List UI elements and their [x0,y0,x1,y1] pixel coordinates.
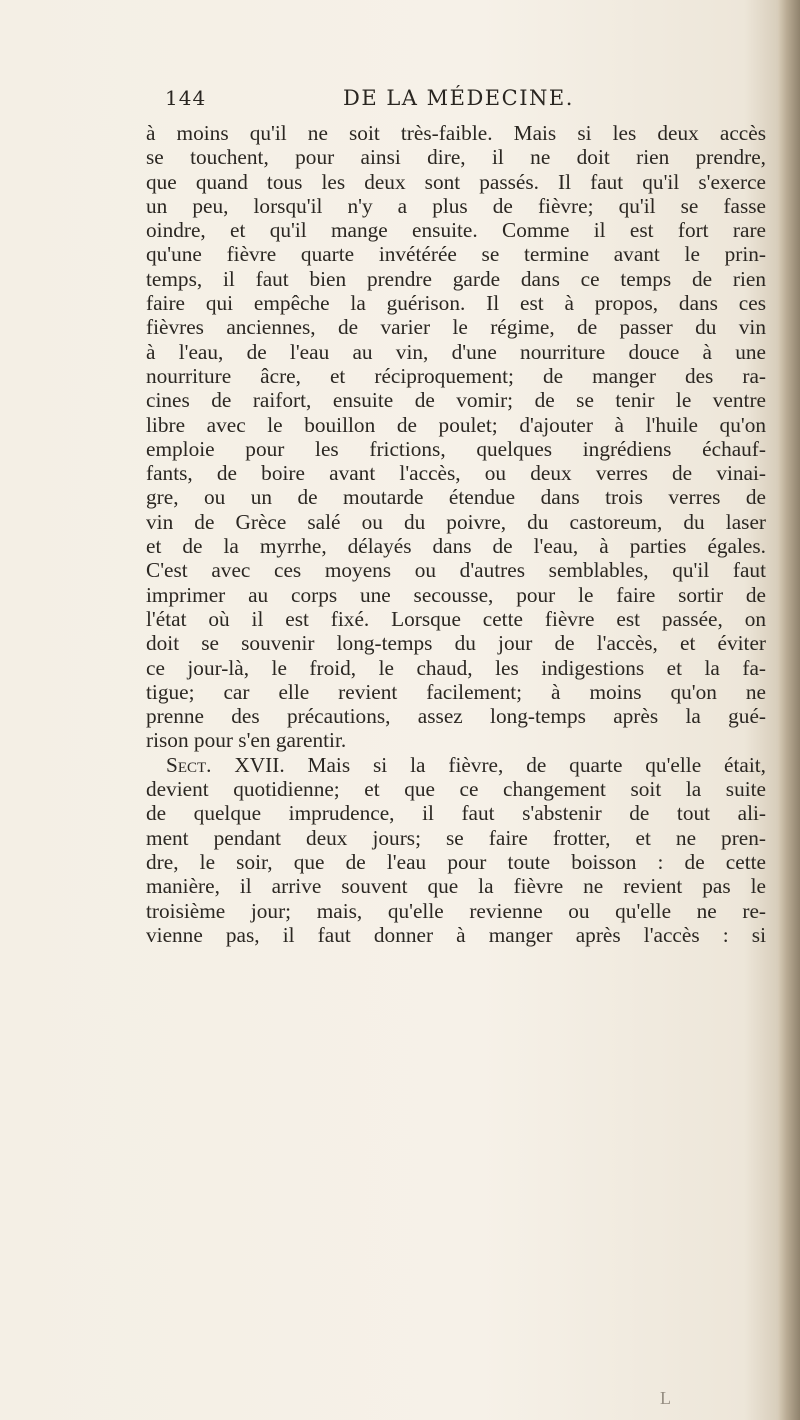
page-header [165,86,765,118]
text-line: dre, le soir, que de l'eau pour toute boisson : de cette [146,849,766,874]
text-line: qu'une fièvre quarte invétérée se termine avant le prin- [146,242,766,267]
text-line: cines de raifort, ensuite de vomir; de se tenir le ventre [146,388,766,413]
text-line: tigue; car elle revient facilement; à moins qu'on ne [146,679,766,704]
text-line: C'est avec ces moyens ou d'autres semblables, qu'il faut [146,558,766,583]
text-line: ce jour-là, le froid, le chaud, les indigestions et la fa- [146,655,766,680]
text-line: prenne des précautions, assez long-temps après la gué- [146,704,766,729]
text-line: fièvres anciennes, de varier le régime, de passer du vin [146,315,766,340]
text-line: et de la myrrhe, délayés dans de l'eau, à parties égales. [146,534,766,559]
text-line: temps, il faut bien prendre garde dans ce temps de rien [146,266,766,291]
text-line: un peu, lorsqu'il n'y a plus de fièvre; qu'il se fasse [146,193,766,218]
text-line: emploie pour les frictions, quelques ingrédiens échauf- [146,436,766,461]
signature-mark: L [660,1388,671,1408]
text-line: de quelque imprudence, il faut s'abstenir de tout ali- [146,801,766,826]
text-line: ment pendant deux jours; se faire frotter, et ne pren- [146,825,766,850]
text-line: doit se souvenir long-temps du jour de l'accès, et éviter [146,631,766,656]
section-start-line [146,753,766,777]
text-line: imprimer au corps une secousse, pour le faire sortir de [146,582,766,607]
text-line: gre, ou un de moutarde étendue dans trois verres de [146,485,766,510]
text-line: faire qui empêche la guérison. Il est à propos, dans ces [146,291,766,316]
text-line: oindre, et qu'il mange ensuite. Comme il est fort rare [146,218,766,243]
section-label: Sect. XVII. [166,752,285,777]
page-number: 144 [165,86,207,110]
text-line: devient quotidienne; et que ce changement soit la suite [146,777,766,802]
text-line: à moins qu'il ne soit très-faible. Mais si les deux accès [146,121,766,145]
body-text [146,121,766,947]
text-line: manière, il arrive souvent que la fièvre ne revient pas le [146,874,766,899]
text-line: vin de Grèce salé ou du poivre, du castoreum, du laser [146,509,766,534]
text-line: nourriture âcre, et réciproquement; de manger des ra- [146,363,766,388]
text-line: Mais si la fièvre, de quarte qu'elle était, [307,752,767,777]
text-line: vienne pas, il faut donner à manger après l'accès : si [146,922,766,947]
text-line: fants, de boire avant l'accès, ou deux verres de vinai- [146,461,766,486]
book-spine-shadow [778,0,800,1420]
running-title: DE LA MÉDECINE. [343,86,574,110]
text-line: à l'eau, de l'eau au vin, d'une nourriture douce à une [146,339,766,364]
text-line: l'état où il est fixé. Lorsque cette fièvre est passée, on [146,606,766,631]
text-line: libre avec le bouillon de poulet; d'ajouter à l'huile qu'on [146,412,766,437]
text-line: rison pour s'en garentir. [146,728,347,753]
text-line: troisième jour; mais, qu'elle revienne ou qu'elle ne re- [146,898,766,923]
text-line: se touchent, pour ainsi dire, il ne doit rien prendre, [146,145,766,170]
text-line: que quand tous les deux sont passés. Il faut qu'il s'exerce [146,169,766,194]
